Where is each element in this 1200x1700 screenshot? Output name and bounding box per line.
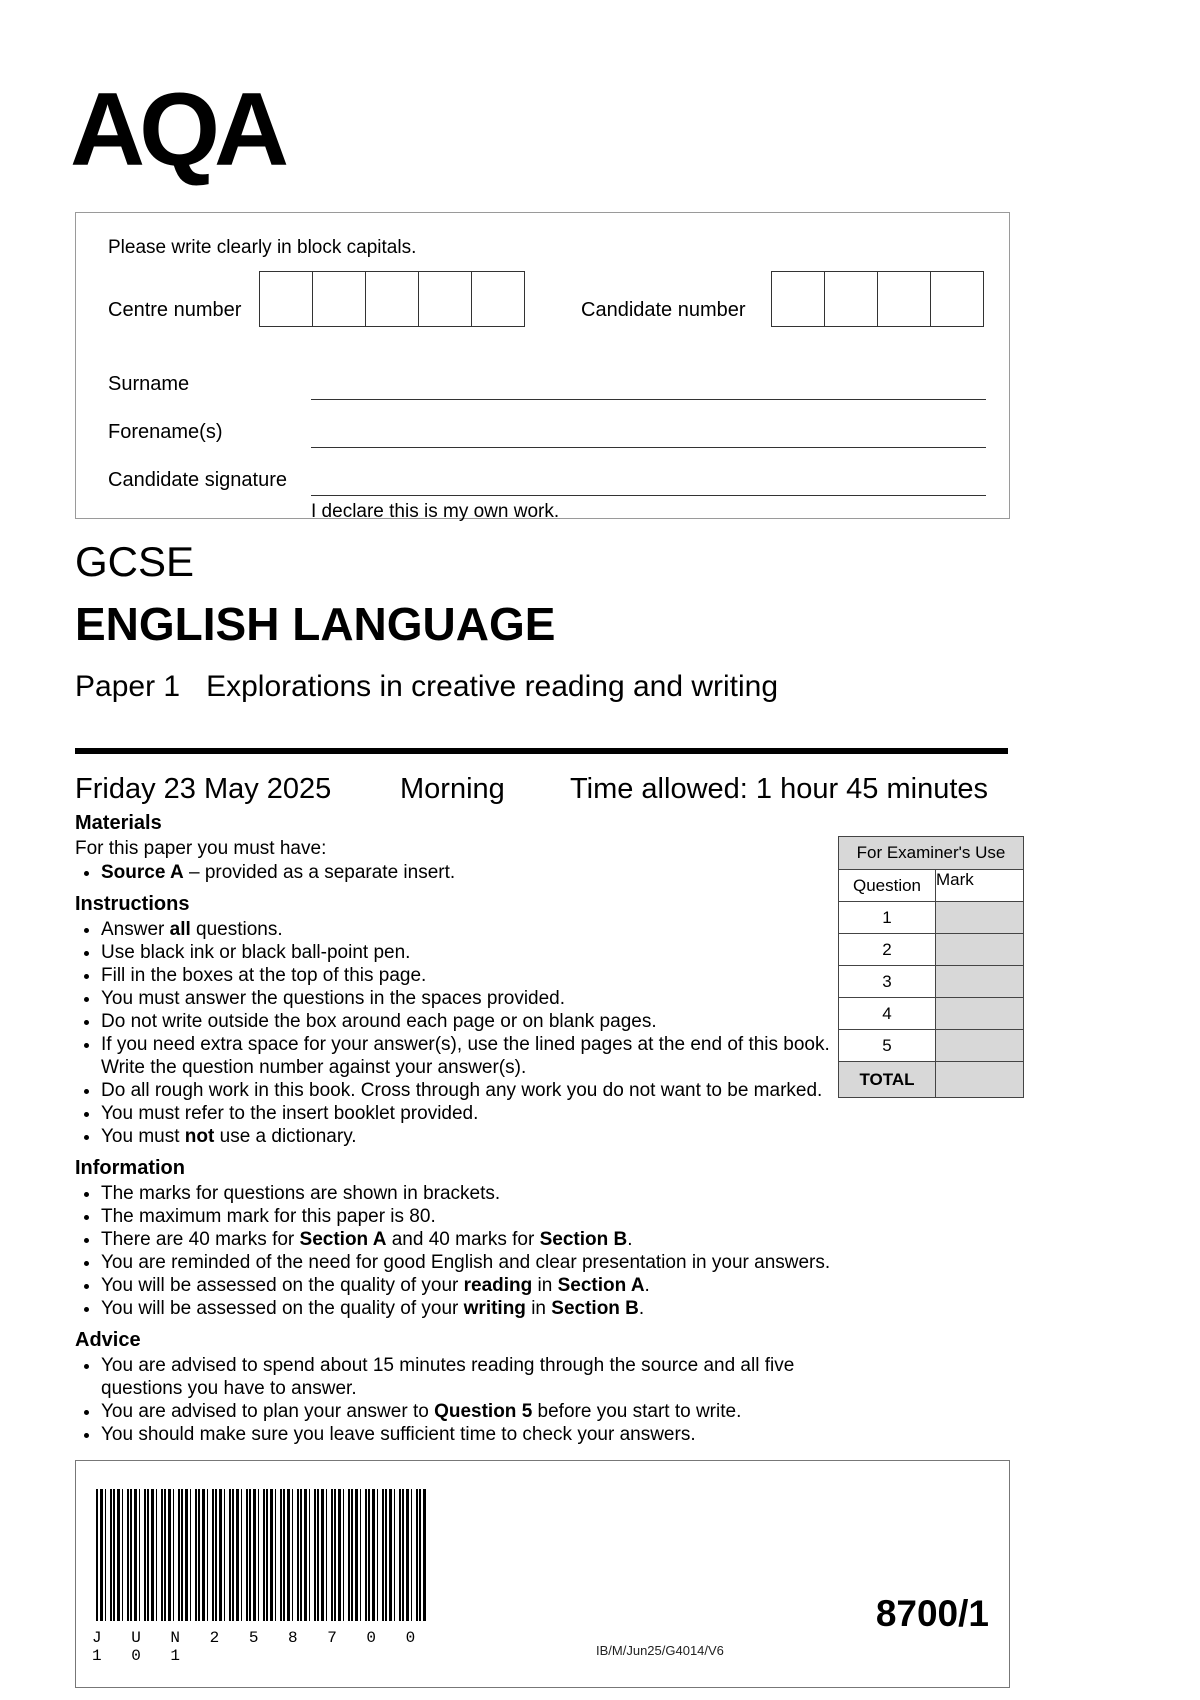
question-column-header: Question — [839, 870, 935, 901]
entry-cell[interactable] — [824, 271, 878, 327]
list-item: • Answer all questions. — [101, 918, 833, 941]
examiner-table-title: For Examiner's Use — [839, 837, 1023, 869]
instructions-heading: Instructions — [75, 893, 190, 915]
question-number: 1 — [882, 908, 892, 927]
information-heading: Information — [75, 1157, 185, 1179]
examiner-table-header — [839, 869, 1023, 901]
exam-date: Friday 23 May 2025 — [75, 773, 332, 805]
examiner-row — [839, 997, 1023, 1029]
list-item: • You will be assessed on the quality of your reading in Section A. — [101, 1274, 833, 1297]
total-label: TOTAL — [839, 1062, 935, 1097]
surname-input[interactable] — [311, 373, 986, 400]
list-item: • You must refer to the insert booklet provided. — [101, 1102, 833, 1125]
barcode — [96, 1489, 426, 1621]
list-item: • If you need extra space for your answer(s), use the lined pages at the end of this book. Write the question number against your answer(s). — [101, 1033, 833, 1079]
advice-heading: Advice — [75, 1329, 141, 1351]
list-item: • The maximum mark for this paper is 80. — [101, 1205, 833, 1228]
list-item: • Fill in the boxes at the top of this page. — [101, 964, 833, 987]
list-item: • Source A – provided as a separate insert. — [101, 861, 833, 884]
materials-list — [75, 861, 833, 884]
entry-cell[interactable] — [418, 271, 472, 327]
exam-session: Morning — [400, 773, 505, 805]
candidate-details-box — [75, 212, 1010, 522]
question-number: 4 — [882, 1004, 892, 1023]
subject-title: ENGLISH LANGUAGE — [75, 598, 556, 650]
examiner-total-row — [839, 1061, 1023, 1097]
instructions-list — [75, 918, 833, 1148]
time-allowed: Time allowed: 1 hour 45 minutes — [570, 773, 989, 805]
information-list — [75, 1182, 833, 1320]
mark-column-header: Mark — [935, 870, 1023, 901]
forenames-input[interactable] — [311, 421, 986, 448]
examiner-row — [839, 965, 1023, 997]
candidate-number-input[interactable] — [771, 271, 984, 327]
list-item: • Do all rough work in this book. Cross through any work you do not want to be marked. — [101, 1079, 833, 1102]
entry-cell[interactable] — [930, 271, 984, 327]
list-item: • You should make sure you leave sufficient time to check your answers. — [101, 1423, 833, 1446]
list-item: • Do not write outside the box around each page or on blank pages. — [101, 1010, 833, 1033]
paper-name: Explorations in creative reading and writing — [206, 670, 779, 703]
print-code: IB/M/Jun25/G4014/V6 — [596, 1643, 724, 1658]
surname-label: Surname — [108, 373, 190, 395]
advice-list — [75, 1354, 833, 1446]
footer-box — [75, 1460, 1010, 1688]
examiner-use-table — [838, 836, 1024, 1098]
examiner-row — [839, 933, 1023, 965]
list-item: • You must not use a dictionary. — [101, 1125, 833, 1148]
barcode-text: J U N 2 5 8 7 0 0 1 0 1 — [92, 1629, 426, 1665]
paper-title — [75, 670, 778, 704]
question-number: 5 — [882, 1036, 892, 1055]
mark-cell[interactable] — [935, 934, 1023, 965]
entry-cell[interactable] — [365, 271, 419, 327]
mark-cell[interactable] — [935, 1030, 1023, 1061]
qualification-title: GCSE — [75, 538, 195, 585]
forenames-label: Forename(s) — [108, 421, 223, 443]
signature-input[interactable] — [311, 469, 986, 496]
paper-number: Paper 1 — [75, 670, 181, 703]
question-number: 2 — [882, 940, 892, 959]
exam-session-row — [75, 773, 1008, 809]
list-item: • You are advised to plan your answer to Question 5 before you start to write. — [101, 1400, 833, 1423]
examiner-table-rows — [839, 901, 1023, 1061]
examiner-row — [839, 1029, 1023, 1061]
mark-cell[interactable] — [935, 998, 1023, 1029]
materials-heading: Materials — [75, 812, 162, 834]
list-item: • You are advised to spend about 15 minutes reading through the source and all five questions you have to answer. — [101, 1354, 833, 1400]
list-item: • You must answer the questions in the spaces provided. — [101, 987, 833, 1010]
list-item: • The marks for questions are shown in brackets. — [101, 1182, 833, 1205]
block-capitals-note: Please write clearly in block capitals. — [108, 237, 417, 258]
centre-number-label: Centre number — [108, 299, 242, 321]
list-item: • Use black ink or black ball-point pen. — [101, 941, 833, 964]
mark-cell[interactable] — [935, 966, 1023, 997]
centre-number-input[interactable] — [259, 271, 525, 327]
entry-cell[interactable] — [877, 271, 931, 327]
materials-intro: For this paper you must have: — [75, 838, 327, 859]
list-item: • You will be assessed on the quality of your writing in Section B. — [101, 1297, 833, 1320]
signature-label: Candidate signature — [108, 469, 288, 491]
mark-cell[interactable] — [935, 902, 1023, 933]
declaration-text: I declare this is my own work. — [311, 501, 560, 522]
divider-rule — [75, 748, 1008, 754]
list-item: • You are reminded of the need for good English and clear presentation in your answers. — [101, 1251, 833, 1274]
entry-cell[interactable] — [312, 271, 366, 327]
total-mark-cell[interactable] — [935, 1062, 1023, 1097]
aqa-logo: AQA — [70, 72, 284, 188]
entry-cell[interactable] — [471, 271, 525, 327]
list-item: • There are 40 marks for Section A and 40 marks for Section B. — [101, 1228, 833, 1251]
entry-cell[interactable] — [259, 271, 313, 327]
candidate-number-label: Candidate number — [581, 299, 746, 321]
front-page-rubric — [75, 812, 833, 1449]
paper-code: 8700/1 — [875, 1593, 989, 1634]
question-number: 3 — [882, 972, 892, 991]
entry-cell[interactable] — [771, 271, 825, 327]
examiner-row — [839, 901, 1023, 933]
